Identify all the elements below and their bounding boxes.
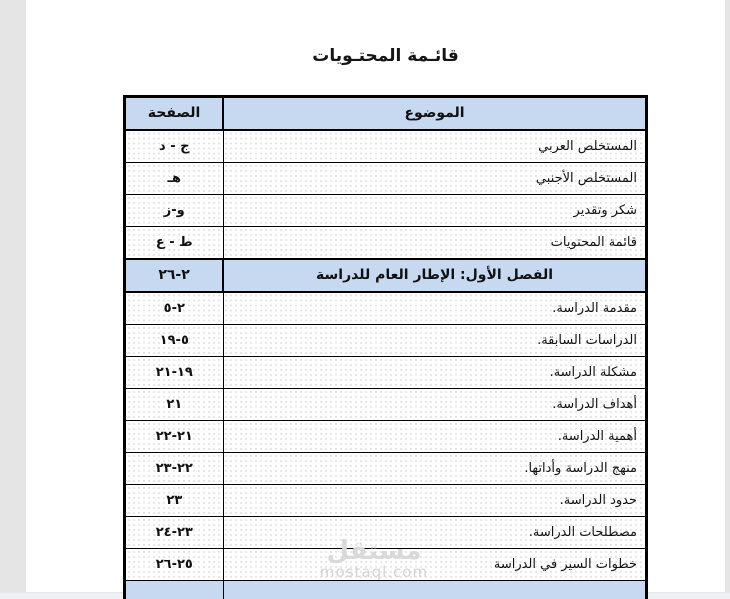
toc-header-row [125,97,647,131]
watermark-logo: مستقل [326,536,422,566]
toc-page-cell: ٢-٢٦ [125,259,224,292]
toc-page-cell: و-ز [125,195,224,227]
toc-row [125,195,647,227]
toc-row [125,163,647,195]
toc-row [125,292,647,325]
toc-row [125,453,647,485]
toc-header-subject: الموضوع [223,97,646,131]
toc-subject-cell: شكر وتقدير [223,195,646,227]
toc-subject-cell: المستخلص العربي [223,130,646,163]
toc-subject-cell: قائمة المحتويات [223,227,646,260]
toc-table-container [123,95,648,599]
toc-subject-cell: مشكلة الدراسة. [223,357,646,389]
toc-subject-cell: حدود الدراسة. [223,485,646,517]
toc-subject-cell: المستخلص الأجنبي [223,163,646,195]
toc-subject-cell: أهمية الدراسة. [223,421,646,453]
toc-page-cell: ٢٢-٢٣ [125,453,224,485]
toc-subject-cell [223,581,646,599]
toc-row [125,227,647,260]
toc-page-cell: ٢٣-٢٤ [125,517,224,549]
watermark-domain: mostaql.com [319,563,429,581]
toc-page-cell: ج - د [125,130,224,163]
toc-subject-cell: أهداف الدراسة. [223,389,646,421]
toc-page-cell: ط - ع [125,227,224,260]
toc-row [125,581,647,599]
toc-subject-cell: الفصل الأول: الإطار العام للدراسة [223,259,646,292]
toc-header-page: الصفحة [125,97,224,131]
toc-subject-cell: منهج الدراسة وأداتها. [223,453,646,485]
toc-table [123,95,648,599]
toc-page-cell: ٢١ [125,389,224,421]
toc-page-cell [125,581,224,599]
document-page [26,0,725,599]
toc-page-cell: ٢-٥ [125,292,224,325]
toc-subject-cell: الدراسات السابقة. [223,325,646,357]
toc-subject-cell: خطوات السير في الدراسة [223,549,646,581]
toc-row [125,325,647,357]
toc-body [125,130,647,599]
toc-row [125,421,647,453]
toc-row [125,357,647,389]
toc-subject-cell: مقدمة الدراسة. [223,292,646,325]
toc-row [125,130,647,163]
toc-subject-cell: مصطلحات الدراسة. [223,517,646,549]
toc-row [125,517,647,549]
toc-row [125,549,647,581]
toc-page-cell: ٢٣ [125,485,224,517]
toc-page-cell: ٢١-٢٢ [125,421,224,453]
toc-section-row [125,259,647,292]
toc-page-cell: ٢٥-٢٦ [125,549,224,581]
toc-row [125,389,647,421]
toc-page-cell: ٥-١٩ [125,325,224,357]
toc-row [125,485,647,517]
toc-page-cell: ١٩-٢١ [125,357,224,389]
page-title: قائـمة المحتـويات [312,46,459,66]
toc-page-cell: هـ [125,163,224,195]
